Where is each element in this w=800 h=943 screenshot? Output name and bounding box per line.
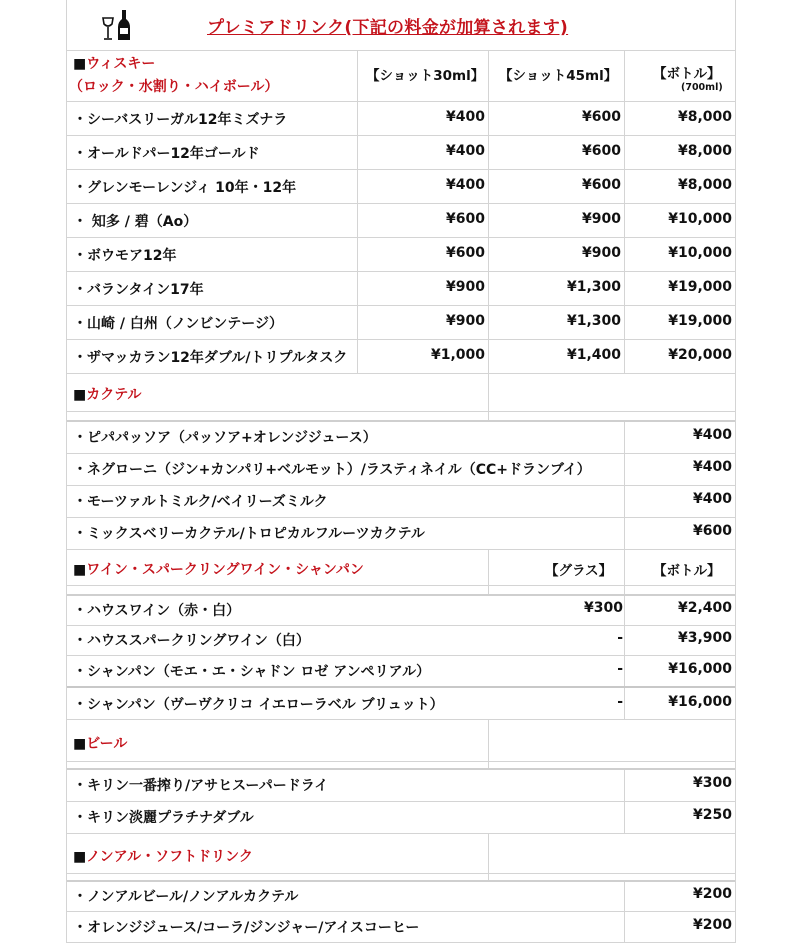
wine-section-header (67, 550, 735, 586)
price-shot45: ¥900 (582, 245, 621, 261)
table-row (67, 102, 735, 136)
col-header-shot45: 【ショット45ml】 (499, 68, 618, 84)
price-shot30: ¥400 (446, 177, 485, 193)
page-title: プレミアドリンク(下記の料金が加算されます) (207, 18, 569, 38)
soft-section-header (67, 834, 735, 874)
price-bottle: ¥10,000 (668, 211, 732, 227)
item-name: ・ザマッカラン12年ダブル/トリプルタスク (73, 350, 348, 366)
sheet-header (67, 0, 735, 51)
price-bottle: ¥8,000 (677, 109, 732, 125)
price-shot30: ¥400 (446, 143, 485, 159)
price: ¥200 (693, 917, 732, 933)
item-name: ・ピパパッソア（パッソア+オレンジジュース） (73, 430, 377, 446)
table-row (67, 306, 735, 340)
price-shot30: ¥600 (446, 245, 485, 261)
item-name: ・ハウススパークリングワイン（白） (73, 633, 310, 649)
col-header-shot30: 【ショット30ml】 (366, 68, 485, 84)
price-glass: - (617, 661, 623, 677)
price-glass: ¥300 (584, 600, 623, 616)
item-name: ・山崎 / 白州（ノンビンテージ） (73, 316, 284, 332)
whisky-section-header (67, 50, 735, 102)
table-row (67, 204, 735, 238)
beer-section-header (67, 720, 735, 762)
table-row (67, 802, 735, 834)
price-shot30: ¥900 (446, 313, 485, 329)
item-name: ・シーバスリーガル12年ミズナラ (73, 112, 288, 128)
price-bottle: ¥19,000 (668, 313, 732, 329)
price-shot30: ¥900 (446, 279, 485, 295)
table-row (67, 688, 735, 720)
price-bottle: ¥20,000 (668, 347, 732, 363)
table-row (67, 626, 735, 656)
price-shot30: ¥1,000 (430, 347, 485, 363)
price-bottle: ¥8,000 (677, 177, 732, 193)
table-row (67, 518, 735, 550)
item-name: ・ボウモア12年 (73, 248, 177, 264)
col-header-bottle: 【ボトル】 (653, 66, 721, 82)
item-name: ・オールドパー12年ゴールド (73, 146, 260, 162)
item-name: ・シャンパン（モエ・エ・シャドン ロゼ アンペリアル） (73, 664, 431, 680)
item-name: ・ 知多 / 碧（Ao） (73, 214, 198, 230)
section-subtitle: （ロック・水割り・ハイボール） (69, 79, 279, 95)
table-row (67, 770, 735, 802)
price-bottle: ¥16,000 (668, 694, 732, 710)
table-row (67, 170, 735, 204)
item-name: ・ノンアルビール/ノンアルカクテル (73, 889, 299, 905)
price-bottle: ¥8,000 (677, 143, 732, 159)
col-header-bottle-size: (700ml) (681, 82, 723, 93)
col-header-bottle: 【ボトル】 (653, 563, 721, 579)
price: ¥400 (693, 491, 732, 507)
item-name: ・シャンパン（ヴーヴクリコ イエローラベル ブリュット） (73, 697, 444, 713)
table-row (67, 596, 735, 626)
price: ¥300 (693, 775, 732, 791)
table-row (67, 136, 735, 170)
price-shot45: ¥600 (582, 109, 621, 125)
price-shot30: ¥400 (446, 109, 485, 125)
table-row (67, 272, 735, 306)
cocktail-section-header (67, 374, 735, 412)
table-row (67, 912, 735, 943)
price-bottle: ¥19,000 (668, 279, 732, 295)
item-name: ・キリン一番搾り/アサヒスーパードライ (73, 778, 329, 794)
price-glass: - (617, 630, 623, 646)
price: ¥400 (693, 459, 732, 475)
item-name: ・ハウスワイン（赤・白） (73, 603, 241, 619)
item-name: ・モーツァルトミルク/ベイリーズミルク (73, 494, 328, 510)
item-name: ・ネグローニ（ジン+カンパリ+ベルモット）/ラスティネイル（CC+ドランブイ） (73, 462, 591, 478)
wine-and-bottle-icon (101, 8, 137, 42)
price-shot45: ¥600 (582, 143, 621, 159)
item-name: ・バランタイン17年 (73, 282, 204, 298)
section-title: ■カクテル (73, 387, 142, 403)
price: ¥250 (693, 807, 732, 823)
item-name: ・ミックスベリーカクテル/トロピカルフルーツカクテル (73, 526, 425, 542)
table-row (67, 486, 735, 518)
table-row (67, 454, 735, 486)
price-sheet (66, 0, 736, 943)
price-bottle: ¥10,000 (668, 245, 732, 261)
price-shot30: ¥600 (446, 211, 485, 227)
item-name: ・オレンジジュース/コーラ/ジンジャー/アイスコーヒー (73, 920, 420, 936)
table-row (67, 656, 735, 688)
price-glass: - (617, 694, 623, 710)
section-title: ■ワイン・スパークリングワイン・シャンパン (73, 562, 364, 578)
price-shot45: ¥1,300 (566, 279, 621, 295)
item-name: ・キリン淡麗プラチナダブル (73, 810, 254, 826)
price-shot45: ¥1,400 (566, 347, 621, 363)
item-name: ・グレンモーレンジィ 10年・12年 (73, 180, 297, 196)
price-bottle: ¥3,900 (677, 630, 732, 646)
price: ¥600 (693, 523, 732, 539)
section-title: ■ビール (73, 736, 128, 752)
table-row (67, 238, 735, 272)
price: ¥400 (693, 427, 732, 443)
price-shot45: ¥1,300 (566, 313, 621, 329)
price-shot45: ¥900 (582, 211, 621, 227)
table-row (67, 422, 735, 454)
col-header-glass: 【グラス】 (545, 563, 613, 579)
price-shot45: ¥600 (582, 177, 621, 193)
price: ¥200 (693, 886, 732, 902)
table-row (67, 340, 735, 374)
table-row (67, 882, 735, 912)
price-bottle: ¥16,000 (668, 661, 732, 677)
section-title: ■ウィスキー (73, 56, 156, 72)
price-bottle: ¥2,400 (677, 600, 732, 616)
section-title: ■ノンアル・ソフトドリンク (73, 849, 253, 865)
